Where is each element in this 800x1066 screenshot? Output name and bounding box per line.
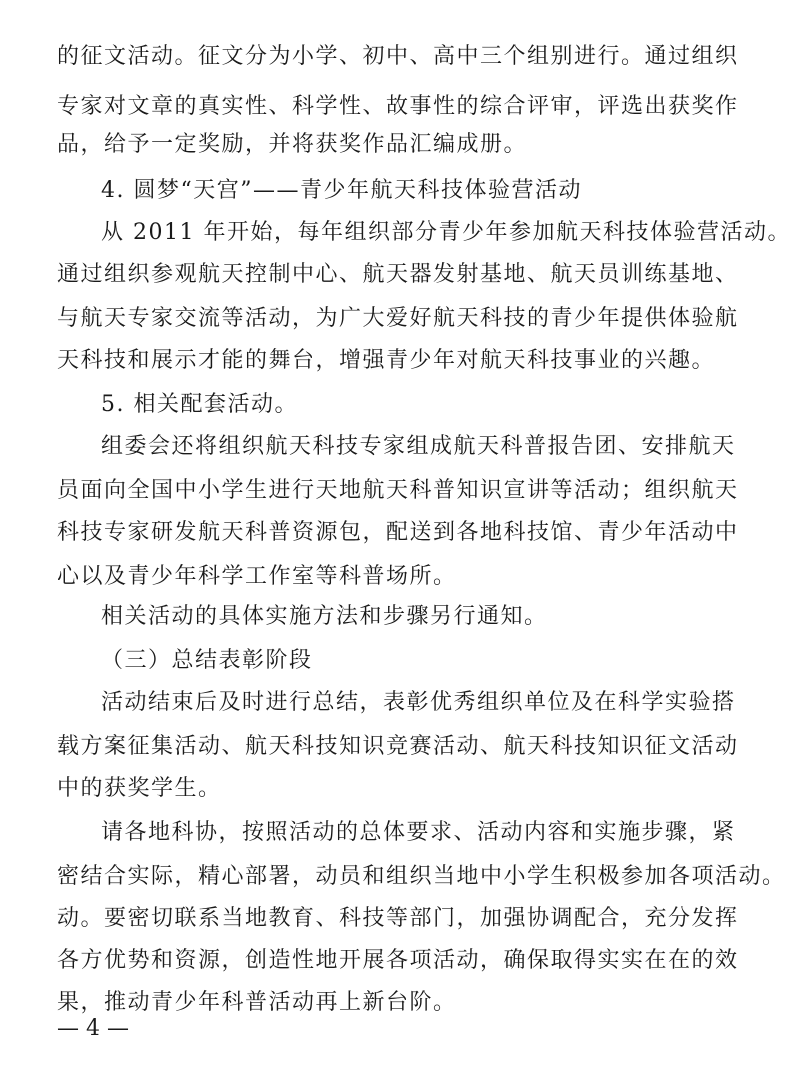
page-number: — 4 — xyxy=(57,1016,129,1041)
body-text-line: 密结合实际，精心部署，动员和组织当地中小学生积极参加各项活动。 xyxy=(57,864,786,889)
body-text-line: 品，给予一定奖励，并将获奖作品汇编成册。 xyxy=(57,132,528,157)
body-text-line: 通过组织参观航天控制中心、航天器发射基地、航天员训练基地、 xyxy=(57,262,739,287)
section-heading-4: 4. 圆梦“天宫”——青少年航天科技体验营活动 xyxy=(101,178,582,203)
body-text-line: 从 2011 年开始，每年组织部分青少年参加航天科技体验营活动。 xyxy=(101,220,791,245)
body-text-line: 动。要密切联系当地教育、科技等部门，加强协调配合，充分发挥 xyxy=(57,906,739,931)
body-text-line: 各方优势和资源，创造性地开展各项活动，确保取得实实在在的效 xyxy=(57,948,739,973)
body-text-line: 请各地科协，按照活动的总体要求、活动内容和实施步骤，紧 xyxy=(101,820,736,845)
body-text-line: 组委会还将组织航天科技专家组成航天科普报告团、安排航天 xyxy=(101,434,736,459)
body-text-line: 天科技和展示才能的舞台，增强青少年对航天科技事业的兴趣。 xyxy=(57,348,716,373)
body-text-line: 果，推动青少年科普活动再上新台阶。 xyxy=(57,990,457,1015)
section-heading-3: （三）总结表彰阶段 xyxy=(101,648,313,673)
body-text-line: 的征文活动。征文分为小学、初中、高中三个组别进行。通过组织 xyxy=(57,44,739,69)
section-heading-5: 5. 相关配套活动。 xyxy=(101,392,298,417)
body-text-line: 相关活动的具体实施方法和步骤另行通知。 xyxy=(101,604,548,629)
body-text-line: 载方案征集活动、航天科技知识竞赛活动、航天科技知识征文活动 xyxy=(57,734,739,759)
body-text-line: 科技专家研发航天科普资源包，配送到各地科技馆、青少年活动中 xyxy=(57,520,739,545)
body-text-line: 专家对文章的真实性、科学性、故事性的综合评审，评选出获奖作 xyxy=(57,94,739,119)
body-text-line: 员面向全国中小学生进行天地航天科普知识宣讲等活动；组织航天 xyxy=(57,478,739,503)
body-text-line: 与航天专家交流等活动，为广大爱好航天科技的青少年提供体验航 xyxy=(57,306,739,331)
body-text-line: 心以及青少年科学工作室等科普场所。 xyxy=(57,564,457,589)
body-text-line: 中的获奖学生。 xyxy=(57,776,222,801)
body-text-line: 活动结束后及时进行总结，表彰优秀组织单位及在科学实验搭 xyxy=(101,690,736,715)
